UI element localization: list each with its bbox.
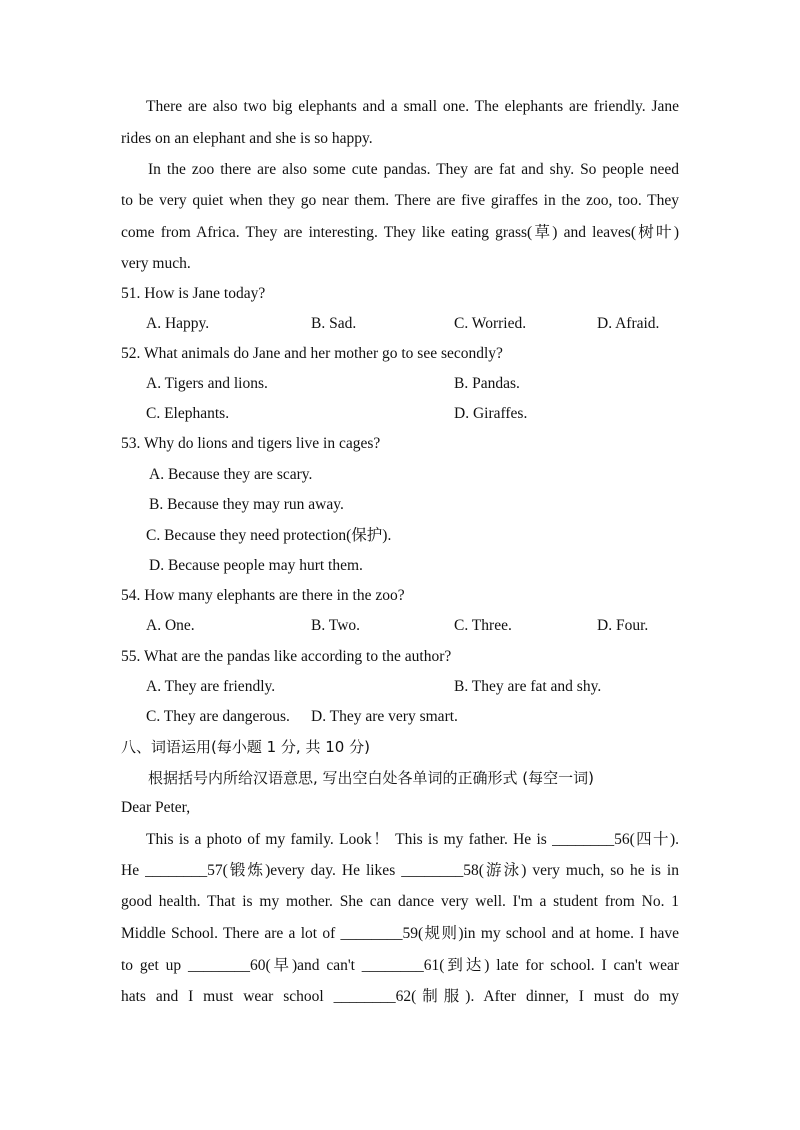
passage-p1-line2: rides on an elephant and she is so happy. [121, 130, 373, 147]
letter-line-6: hats and I must wear school ________62(制服). After dinner, I must do my [121, 988, 679, 1005]
question-54-option-d: D. Four. [597, 617, 649, 634]
question-55-option-a: A. They are friendly. [146, 678, 276, 695]
passage-p2-line4: very much. [121, 255, 191, 272]
question-54-stem: 54. How many elephants are there in the zoo? [121, 587, 405, 604]
passage-p1-line1: There are also two big elephants and a small one. The elephants are friendly. Jane [146, 98, 679, 115]
question-51-option-c: C. Worried. [454, 315, 527, 332]
letter-line-2: He ________57(锻炼)every day. He likes ________58(游泳) very much, so he is in [121, 862, 679, 879]
letter-line-3: good health. That is my mother. She can dance very well. I'm a student from No. 1 [121, 893, 679, 910]
question-52-stem: 52. What animals do Jane and her mother go to see secondly? [121, 345, 503, 362]
question-53-option-d: D. Because people may hurt them. [149, 557, 363, 574]
question-52-option-a: A. Tigers and lions. [146, 375, 268, 392]
letter-line-1: This is a photo of my family. Look！ This is my father. He is ________56(四十). [146, 831, 679, 848]
section-heading: 八、词语运用(每小题 1 分, 共 10 分) [121, 738, 370, 756]
question-52-option-c: C. Elephants. [146, 405, 230, 422]
question-51-option-d: D. Afraid. [597, 315, 660, 332]
passage-p2-line2: to be very quiet when they go near them. There are five giraffes in the zoo, too. They [121, 192, 679, 209]
question-54-option-b: B. Two. [311, 617, 361, 634]
question-55-option-c: C. They are dangerous. [146, 708, 290, 725]
question-53-option-c: C. Because they need protection(保护). [146, 527, 392, 544]
question-52-option-b: B. Pandas. [454, 375, 520, 392]
question-55-option-b: B. They are fat and shy. [454, 678, 602, 695]
question-51-stem: 51. How is Jane today? [121, 285, 266, 302]
letter-line-4: Middle School. There are a lot of ________59(规则)in my school and at home. I have [121, 925, 679, 942]
section-instruction: 根据括号内所给汉语意思, 写出空白处各单词的正确形式 (每空一词) [148, 769, 595, 787]
question-52-option-d: D. Giraffes. [454, 405, 528, 422]
letter-line-5: to get up ________60(早)and can't ________61(到达) late for school. I can't wear [121, 957, 679, 974]
letter-salutation: Dear Peter, [121, 799, 191, 816]
question-53-option-a: A. Because they are scary. [149, 466, 313, 483]
passage-p2-line3: come from Africa. They are interesting. They like eating grass(草) and leaves(树叶) [121, 224, 679, 241]
passage-p2-line1: In the zoo there are also some cute pandas. They are fat and shy. So people need [148, 161, 679, 178]
question-51-option-b: B. Sad. [311, 315, 357, 332]
question-55-option-d: D. They are very smart. [311, 708, 458, 725]
question-54-option-c: C. Three. [454, 617, 512, 634]
question-53-option-b: B. Because they may run away. [149, 496, 344, 513]
question-55-stem: 55. What are the pandas like according to the author? [121, 648, 452, 665]
question-53-stem: 53. Why do lions and tigers live in cages? [121, 435, 381, 452]
question-54-option-a: A. One. [146, 617, 195, 634]
question-51-option-a: A. Happy. [146, 315, 210, 332]
